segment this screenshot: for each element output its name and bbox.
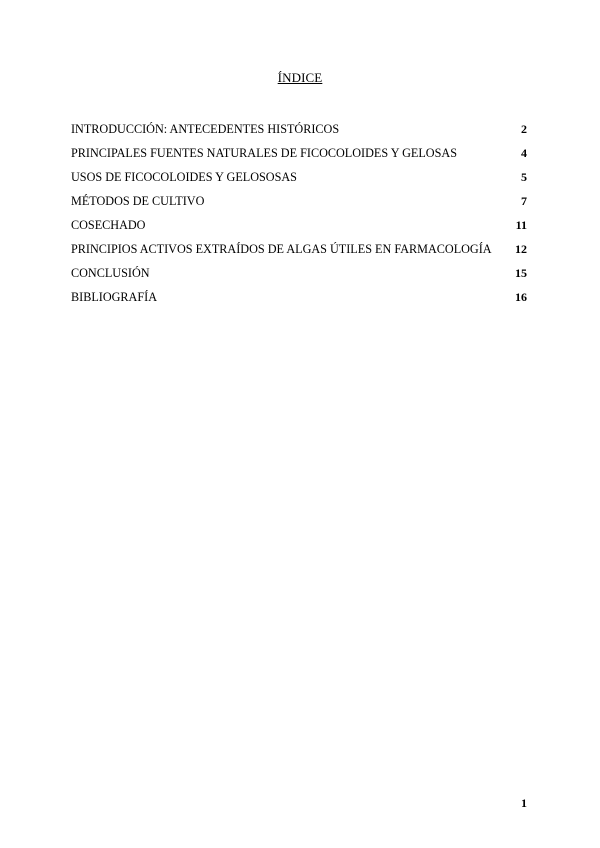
toc-entry-page: 15	[515, 266, 527, 280]
toc-entry-page: 2	[521, 122, 527, 136]
toc-entry-label: PRINCIPALES FUENTES NATURALES DE FICOCOLOIDES Y GELOSAS	[71, 146, 457, 160]
toc-entry-page: 16	[515, 290, 527, 304]
toc-entry	[71, 194, 527, 218]
toc-entry-page: 12	[515, 242, 527, 256]
toc-entry	[71, 266, 527, 290]
toc-entry-label: USOS DE FICOCOLOIDES Y GELOSOSAS	[71, 170, 297, 184]
toc-entry	[71, 242, 527, 266]
toc-entry-label: BIBLIOGRAFÍA	[71, 290, 157, 304]
toc-entry	[71, 170, 527, 194]
toc-entry	[71, 290, 527, 314]
toc-entry	[71, 218, 527, 242]
page-number: 1	[521, 796, 527, 810]
toc-entry-page: 5	[521, 170, 527, 184]
toc-entry-label: CONCLUSIÓN	[71, 266, 150, 280]
toc-entry-page: 4	[521, 146, 527, 160]
toc-entry-label: PRINCIPIOS ACTIVOS EXTRAÍDOS DE ALGAS ÚTILES EN FARMACOLOGÍA	[71, 242, 492, 256]
toc-entry	[71, 122, 527, 146]
toc-entry-label: COSECHADO	[71, 218, 146, 232]
toc-entry-page: 7	[521, 194, 527, 208]
page-title: ÍNDICE	[277, 70, 323, 85]
table-of-contents	[71, 122, 527, 314]
toc-entry	[71, 146, 527, 170]
toc-entry-label: MÉTODOS DE CULTIVO	[71, 194, 205, 208]
toc-entry-label: INTRODUCCIÓN: ANTECEDENTES HISTÓRICOS	[71, 122, 340, 136]
toc-entry-page: 11	[515, 218, 527, 232]
